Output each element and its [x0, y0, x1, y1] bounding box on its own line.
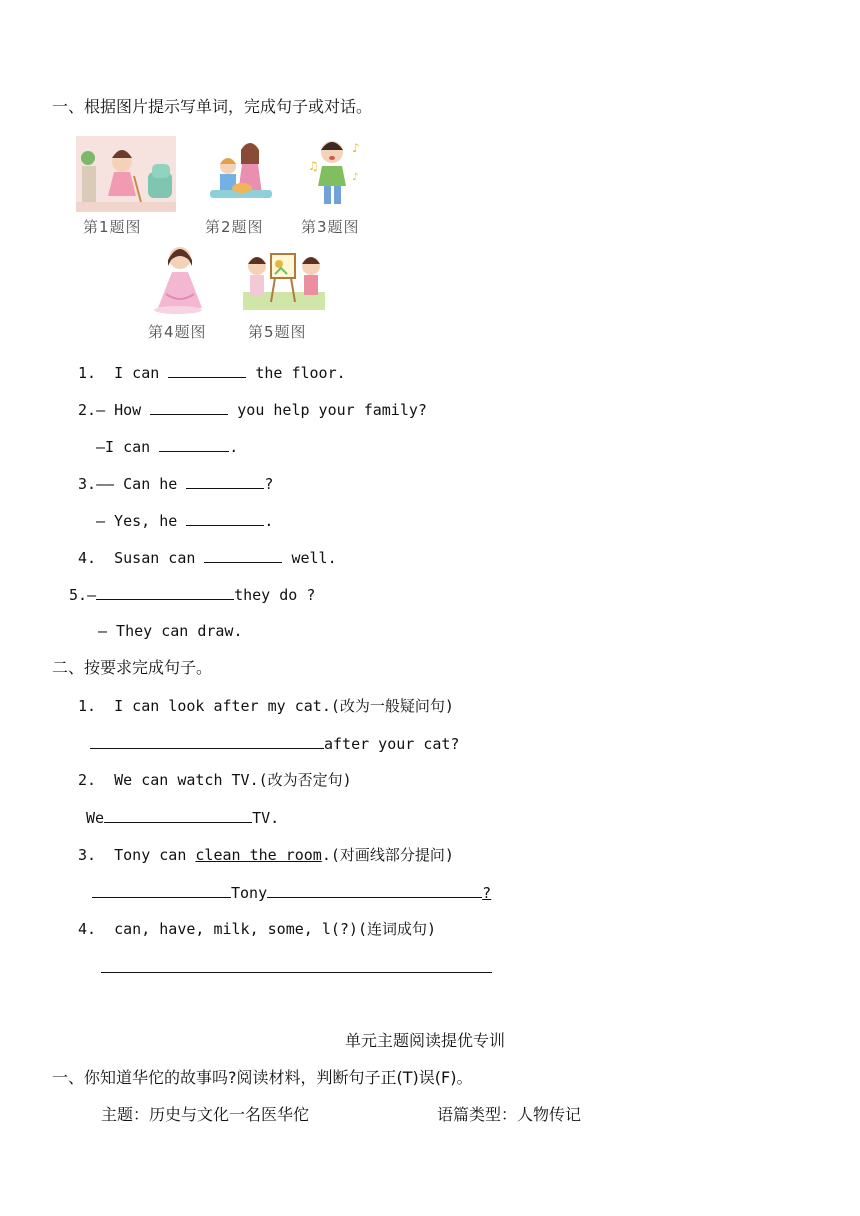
- reading-question-title: 一、你知道华佗的故事吗?阅读材料，判断句子正(T)误(F)。: [52, 1068, 473, 1087]
- caption-4: 第4题图: [148, 323, 207, 341]
- s2-item-2-answer: [86, 807, 279, 828]
- s1-item-2-reply: [96, 436, 238, 457]
- caption-5: 第5题图: [248, 323, 307, 341]
- answer-blank[interactable]: [92, 882, 231, 898]
- answer-blank[interactable]: [90, 733, 324, 749]
- s2-item-2: [78, 770, 352, 790]
- s1-item-3: [78, 473, 273, 494]
- picture-3-singing: [302, 136, 366, 210]
- item-text: We can watch TV.(改为否定句): [114, 771, 352, 789]
- s1-item-2: [78, 399, 427, 420]
- item-text: ?: [482, 884, 492, 902]
- answer-blank[interactable]: [267, 882, 482, 898]
- picture-1-mopping: [76, 136, 176, 212]
- item-text: Susan can: [114, 549, 196, 567]
- s1-item-5-reply: [98, 621, 243, 641]
- item-number: 3.: [78, 475, 97, 493]
- item-text: I can: [114, 364, 160, 382]
- item-number: 4.: [78, 549, 97, 567]
- item-number: 1.: [78, 697, 97, 715]
- item-text: you help your family?: [237, 401, 427, 419]
- answer-blank[interactable]: [104, 807, 252, 823]
- answer-blank[interactable]: [159, 436, 229, 452]
- svg-text:♪: ♪: [352, 172, 359, 183]
- section1-title: 一、根据图片提示写单词，完成句子或对话。: [52, 97, 373, 116]
- item-text: We: [86, 809, 105, 827]
- item-text: Tony can: [114, 846, 187, 864]
- picture-2-cooking: [206, 136, 278, 210]
- reading-theme: 主题：历史与文化一名医华佗: [101, 1105, 310, 1124]
- item-number: 1.: [78, 364, 97, 382]
- item-text: — Yes, he: [96, 512, 178, 530]
- item-text: ?: [264, 475, 274, 493]
- reading-heading: 单元主题阅读提优专训: [345, 1031, 506, 1050]
- s2-item-1-answer: [90, 733, 459, 754]
- item-text: Tony: [231, 884, 268, 902]
- s2-item-1: [78, 696, 454, 716]
- picture-4-dancing: [148, 244, 210, 316]
- answer-blank[interactable]: [204, 547, 282, 563]
- item-text: I can look after my cat.(改为一般疑问句): [114, 697, 454, 715]
- item-text: after your cat?: [324, 735, 460, 753]
- answer-blank[interactable]: [96, 584, 234, 600]
- item-text: .: [264, 512, 274, 530]
- answer-line[interactable]: [101, 972, 492, 973]
- s2-item-3: [78, 845, 454, 865]
- item-number: 3.: [78, 846, 97, 864]
- caption-1: 第1题图: [83, 218, 142, 236]
- s1-item-1: [78, 362, 346, 383]
- item-number: 5.: [69, 586, 88, 604]
- svg-text:♫: ♫: [308, 159, 319, 173]
- item-text: can, have, milk, some, l(?)(连词成句): [114, 920, 437, 938]
- item-text: — They can draw.: [98, 622, 243, 640]
- item-number: 2.: [78, 401, 97, 419]
- s1-item-5: [69, 584, 315, 605]
- section2-title: 二、按要求完成句子。: [52, 658, 213, 677]
- item-number: 4.: [78, 920, 97, 938]
- item-text: — How: [96, 401, 142, 419]
- answer-blank[interactable]: [186, 473, 264, 489]
- answer-blank[interactable]: [168, 362, 246, 378]
- underlined-phrase: clean the room: [195, 846, 322, 864]
- s2-item-3-answer: [92, 882, 491, 903]
- item-text: —I can: [96, 438, 151, 456]
- caption-2: 第2题图: [205, 218, 264, 236]
- picture-5-drawing: [243, 244, 325, 310]
- item-text: well.: [291, 549, 337, 567]
- item-text: .: [229, 438, 239, 456]
- caption-3: 第3题图: [301, 218, 360, 236]
- s1-item-4: [78, 547, 337, 568]
- s1-item-3-reply: [96, 510, 273, 531]
- item-text: they do ?: [234, 586, 316, 604]
- item-text: —: [87, 586, 97, 604]
- item-text: —— Can he: [96, 475, 178, 493]
- answer-blank[interactable]: [150, 399, 228, 415]
- item-number: 2.: [78, 771, 97, 789]
- item-text: the floor.: [255, 364, 346, 382]
- item-text: TV.: [252, 809, 280, 827]
- item-text: .(对画线部分提问): [321, 846, 454, 864]
- svg-text:♪: ♪: [352, 141, 360, 155]
- s2-item-4: [78, 919, 436, 939]
- reading-genre: 语篇类型：人物传记: [437, 1105, 582, 1124]
- answer-blank[interactable]: [186, 510, 264, 526]
